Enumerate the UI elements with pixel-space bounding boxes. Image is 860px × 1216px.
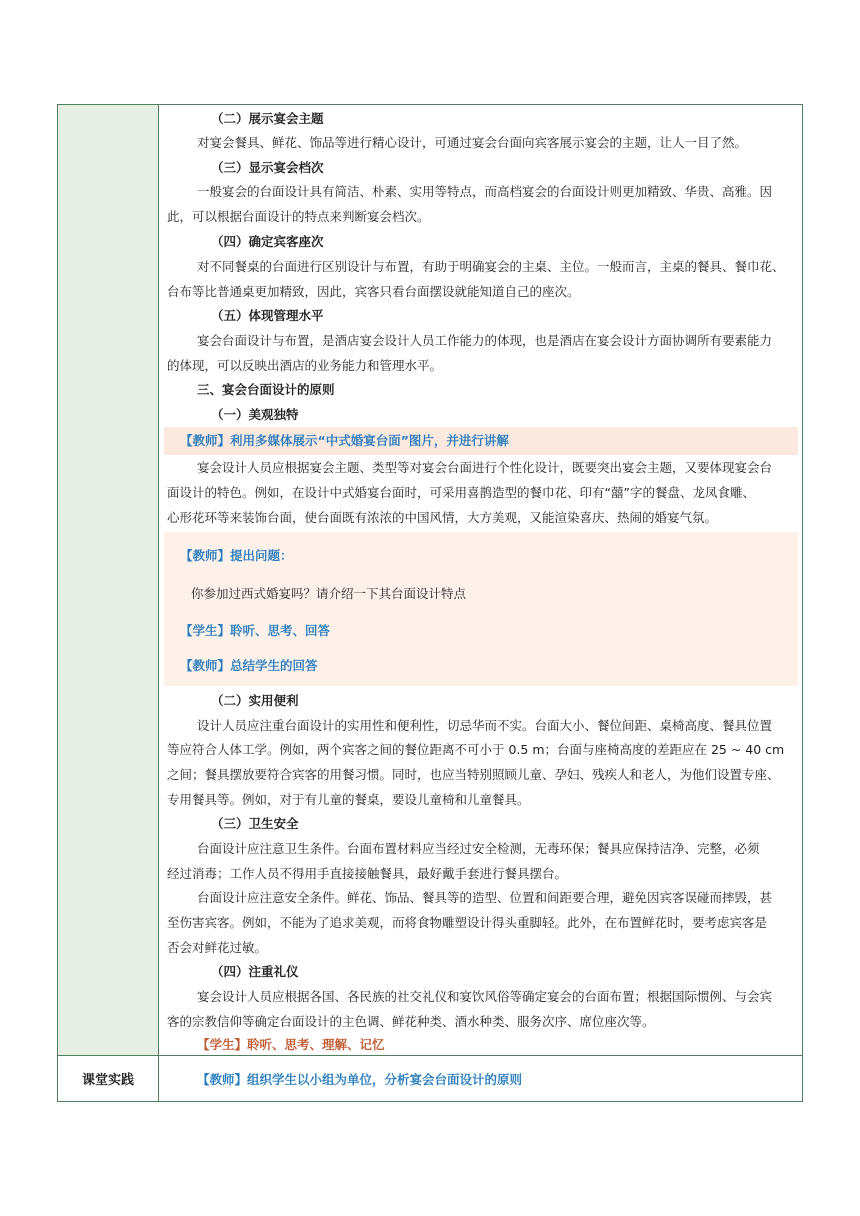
practice-label: 课堂实践 — [58, 1056, 159, 1101]
teacher-question: 【教师】提出问题： — [180, 548, 293, 563]
paragraph: 宴会设计人员应根据宴会主题、类型等对宴会台面进行个性化设计，既要突出宴会主题，又要体现宴会台 — [197, 460, 773, 475]
paragraph: 的体现，可以反映出酒店的业务能力和管理水平。 — [167, 358, 443, 373]
paragraph: 台面设计应注意卫生条件。台面布置材料应当经过安全检测，无毒环保；餐具应保持洁净、完整，必须 — [197, 841, 760, 856]
teacher-summary: 【教师】总结学生的回答 — [180, 658, 318, 673]
heading-hygiene: （三）卫生安全 — [211, 816, 299, 831]
heading-etiquette: （四）注重礼仪 — [211, 964, 299, 979]
paragraph: 台面设计应注意安全条件。鲜花、饰品、餐具等的造型、位置和间距要合理，避免因宾客误碰而摔毁，甚 — [197, 890, 773, 905]
heading-management: （五）体现管理水平 — [211, 308, 324, 323]
paragraph: 专用餐具等。例如，对于有儿童的餐桌，要设儿童椅和儿童餐具。 — [167, 792, 530, 807]
left-column-cell — [58, 105, 159, 1055]
paragraph: 之间；餐具摆放要符合宾客的用餐习惯。同时，也应当特别照顾儿童、孕妇、残疾人和老人，为他们设置专座、 — [167, 767, 780, 782]
heading-show-grade: （三）显示宴会档次 — [211, 160, 324, 175]
paragraph: 客的宗教信仰等确定台面设计的主色调、鲜花种类、酒水种类、服务次序、席位座次等。 — [167, 1014, 655, 1029]
practice-cell — [167, 1056, 797, 1101]
student-answer: 【学生】聆听、思考、回答 — [180, 623, 331, 638]
paragraph: 否会对鲜花过敏。 — [167, 940, 268, 955]
heading-beauty: （一）美观独特 — [211, 407, 299, 422]
heading-show-theme: （二）展示宴会主题 — [211, 111, 324, 126]
teacher-show-note: 【教师】利用多媒体展示“中式婚宴台面”图片，并进行讲解 — [180, 433, 509, 448]
paragraph: 经过消毒；工作人员不得用手直接接触餐具，最好戴手套进行餐具摆台。 — [167, 866, 568, 881]
lesson-table — [57, 104, 803, 1102]
paragraph: 面设计的特色。例如，在设计中式婚宴台面时，可采用喜鹊造型的餐巾花、印有“囍”字的餐盘、龙凤食雕、 — [167, 485, 755, 500]
paragraph: 一般宴会的台面设计具有简洁、朴素、实用等特点，而高档宴会的台面设计则更加精致、华贵、高雅。因 — [197, 184, 773, 199]
heading-seats: （四）确定宾客座次 — [211, 234, 324, 249]
paragraph: 等应符合人体工学。例如，两个宾客之间的餐位距离不可小于 0.5 m；台面与座椅高度的差距应在 25 ~ 40 cm — [167, 742, 785, 757]
paragraph: 至伤害宾客。例如，不能为了追求美观，而将食物雕塑设计得头重脚轻。此外，在布置鲜花时，要考虑宾客是 — [167, 915, 768, 930]
paragraph: 心形花环等来装饰台面，使台面既有浓浓的中国风情，大方美观，又能渲染喜庆、热闹的婚宴气氛。 — [167, 510, 718, 525]
paragraph: 宴会台面设计与布置，是酒店宴会设计人员工作能力的体现，也是酒店在宴会设计方面协调所有要素能力 — [197, 333, 773, 348]
heading-practical: （二）实用便利 — [211, 693, 299, 708]
paragraph: 对宴会餐具、鲜花、饰品等进行精心设计，可通过宴会台面向宾客展示宴会的主题，让人一目了然。 — [197, 135, 748, 150]
paragraph: 台布等比普通桌更加精致，因此，宾客只看台面摆设就能知道自己的座次。 — [167, 284, 580, 299]
paragraph: 宴会设计人员应根据各国、各民族的社交礼仪和宴饮风俗等确定宴会的台面布置；根据国际惯例、与会宾 — [197, 989, 773, 1004]
heading-principles: 三、宴会台面设计的原则 — [197, 382, 335, 397]
paragraph: 设计人员应注重台面设计的实用性和便利性，切忌华而不实。台面大小、餐位间距、桌椅高度、餐具位置 — [197, 718, 773, 733]
student-listen-note: 【学生】聆听、思考、理解、记忆 — [197, 1037, 385, 1052]
paragraph: 对不同餐桌的台面进行区别设计与布置，有助于明确宴会的主桌、主位。一般而言，主桌的餐具、餐巾花、 — [197, 259, 785, 274]
question-text: 你参加过西式婚宴吗？请介绍一下其台面设计特点 — [191, 586, 467, 601]
practice-teacher-task: 【教师】组织学生以小组为单位，分析宴会台面设计的原则 — [197, 1071, 523, 1087]
paragraph: 此，可以根据台面设计的特点来判断宴会档次。 — [167, 209, 430, 224]
